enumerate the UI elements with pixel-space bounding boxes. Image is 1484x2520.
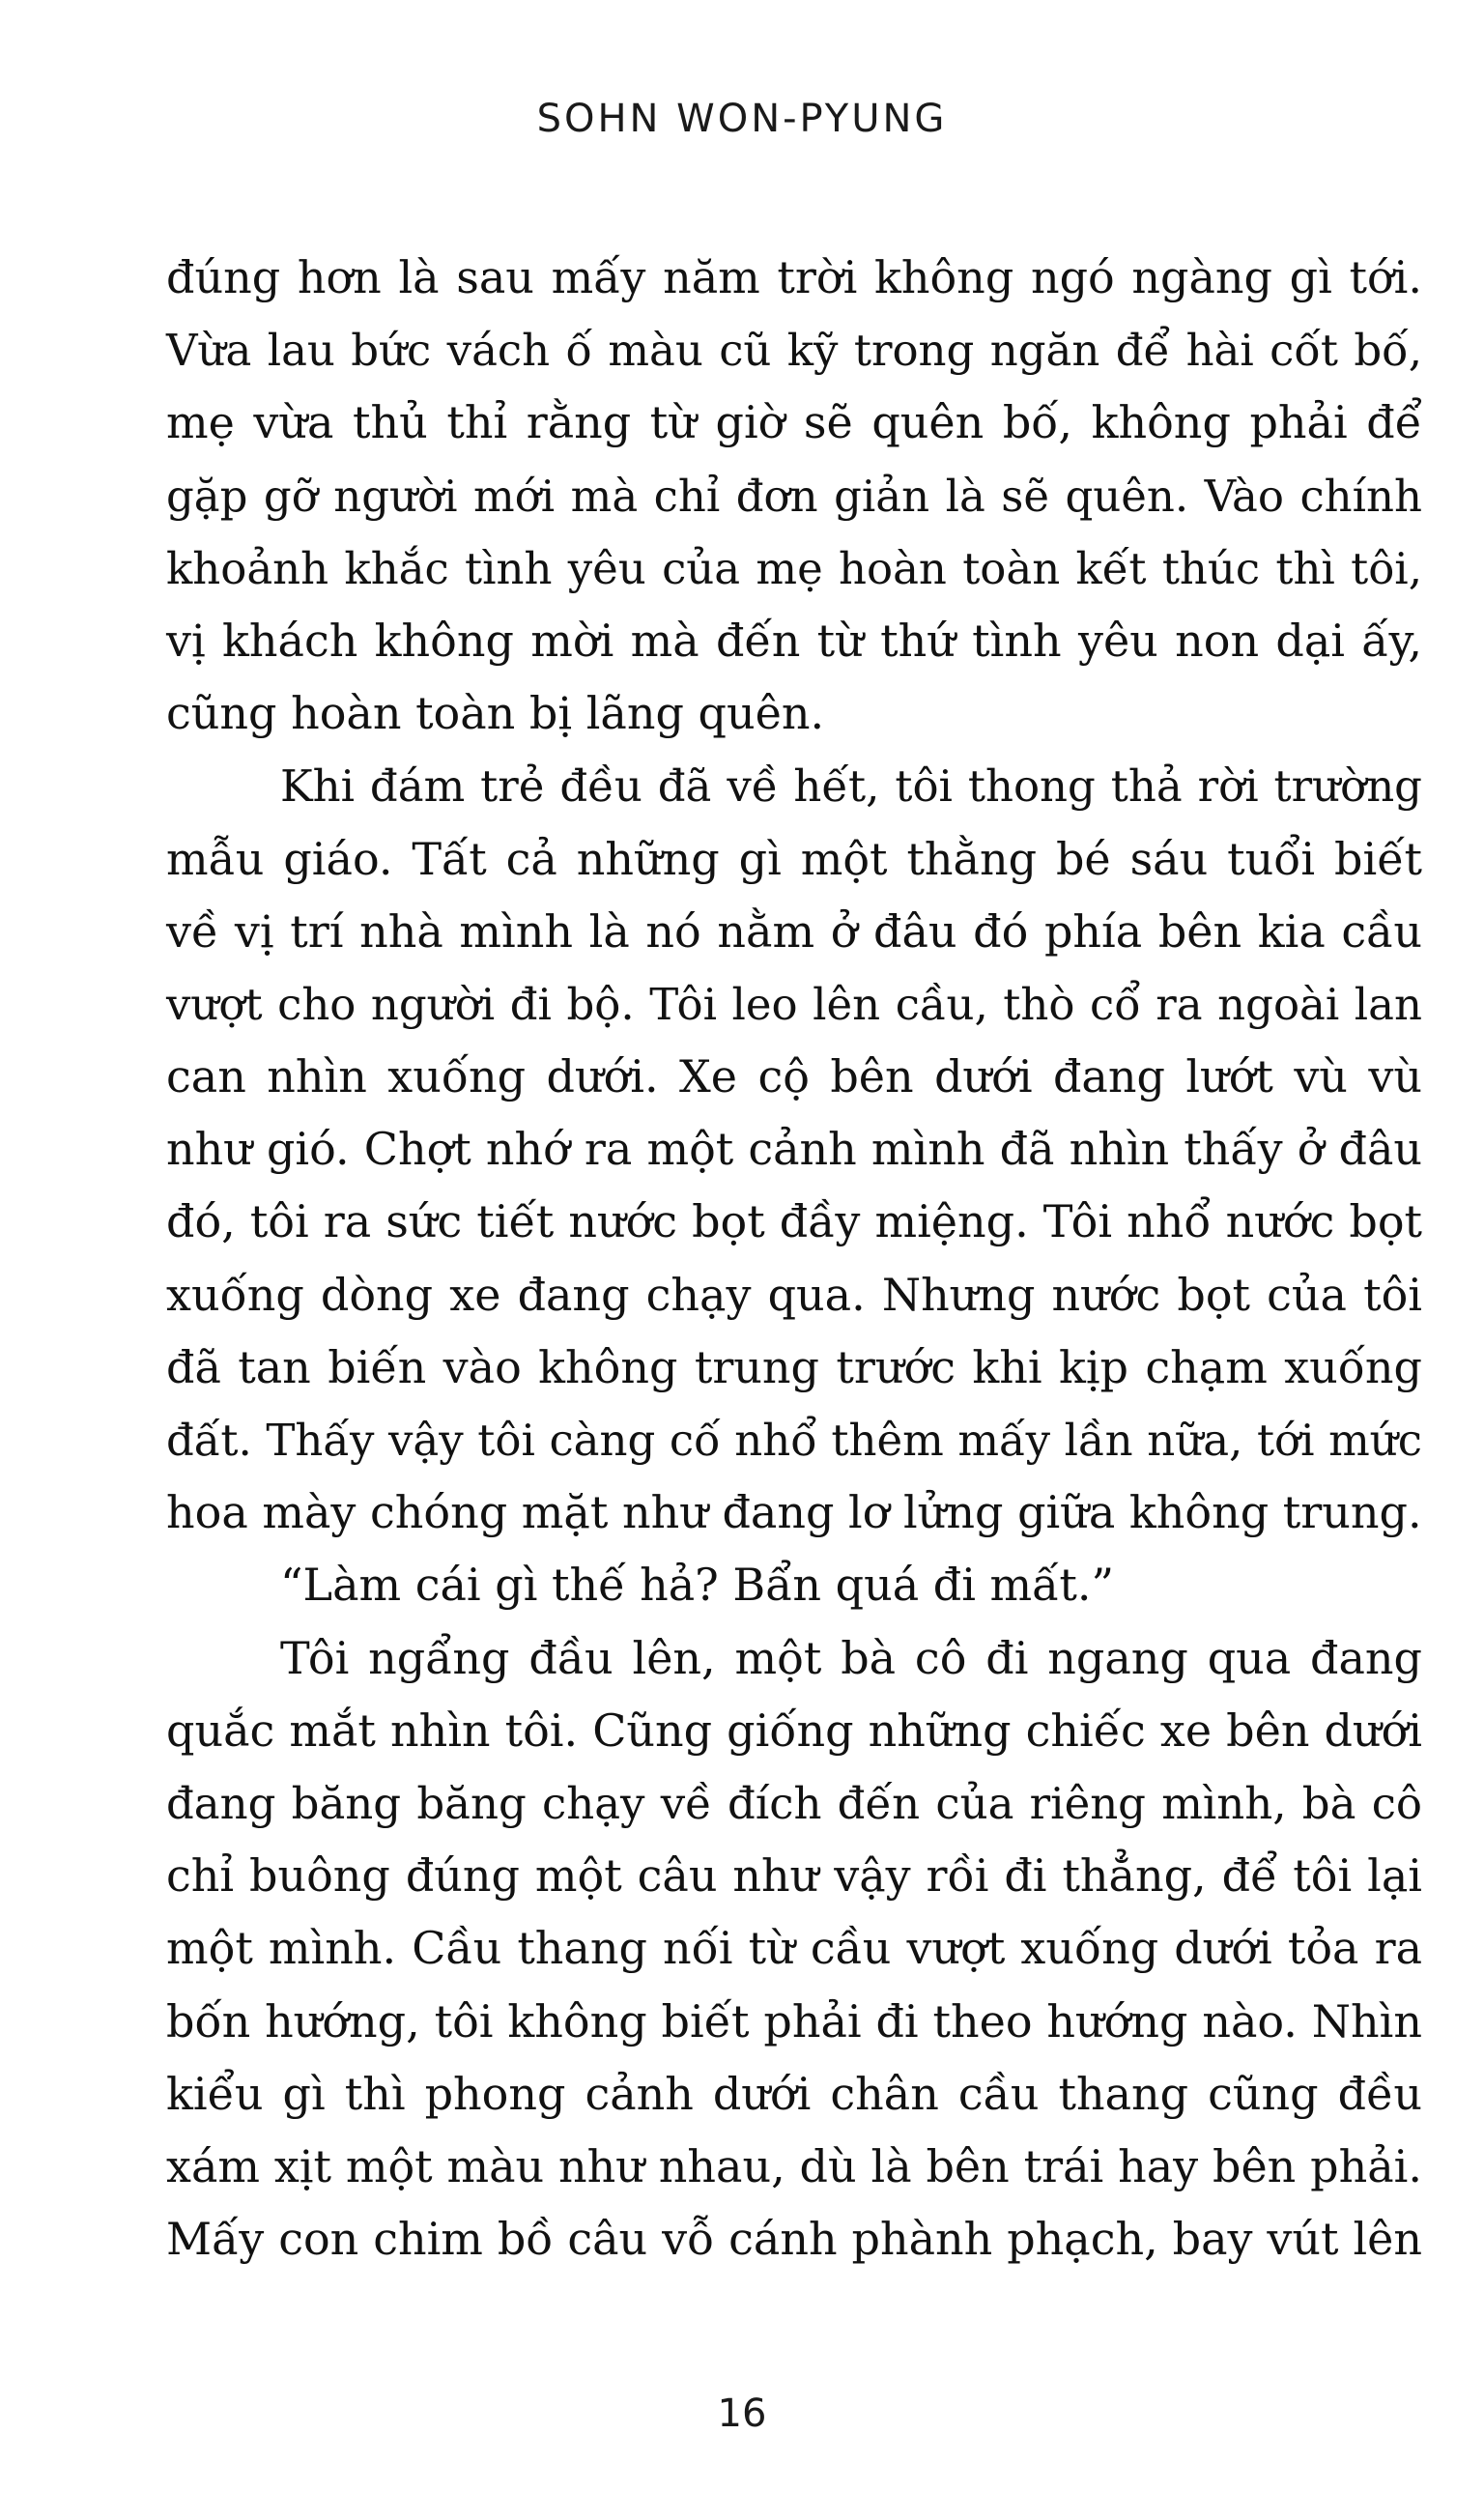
text-line: xám xịt một màu như nhau, dù là bên trái hay bên phải. — [166, 2139, 1422, 2192]
text-line: vượt cho người đi bộ. Tôi leo lên cầu, thò cổ ra ngoài lan — [166, 978, 1422, 1030]
text-line: hoa mày chóng mặt như đang lơ lửng giữa không trung. — [166, 1486, 1422, 1539]
text-line: quắc mắt nhìn tôi. Cũng giống những chiếc xe bên dưới — [166, 1704, 1422, 1757]
text-line: can nhìn xuống dưới. Xe cộ bên dưới đang lướt vù vù — [166, 1050, 1422, 1103]
body-text — [166, 242, 1422, 2276]
text-line: về vị trí nhà mình là nó nằm ở đâu đó phía bên kia cầu — [166, 904, 1422, 958]
text-line: khoảnh khắc tình yêu của mẹ hoàn toàn kết thúc thì tôi, — [166, 542, 1422, 594]
text-line: gặp gỡ người mới mà chỉ đơn giản là sẽ quên. Vào chính — [166, 470, 1422, 522]
text-line: đất. Thấy vậy tôi càng cố nhổ thêm mấy lần nữa, tới mức — [166, 1415, 1422, 1466]
text-line: đó, tôi ra sức tiết nước bọt đầy miệng. Tôi nhổ nước bọt — [166, 1195, 1422, 1248]
text-line: “Làm cái gì thế hả? Bẩn quá đi mất.” — [280, 1559, 1114, 1612]
text-line: đã tan biến vào không trung trước khi kịp chạm xuống — [166, 1340, 1422, 1393]
text-line: bốn hướng, tôi không biết phải đi theo hướng nào. Nhìn — [166, 1994, 1422, 2048]
text-line: mẹ vừa thủ thỉ rằng từ giờ sẽ quên bố, không phải để — [166, 396, 1422, 449]
text-line: xuống dòng xe đang chạy qua. Nhưng nước bọt của tôi — [166, 1268, 1422, 1321]
text-line: Vừa lau bức vách ố màu cũ kỹ trong ngăn để hài cốt bố, — [166, 325, 1422, 377]
text-line: Khi đám trẻ đều đã về hết, tôi thong thả rời trường — [280, 760, 1422, 813]
text-line: một mình. Cầu thang nối từ cầu vượt xuống dưới tỏa ra — [166, 1922, 1422, 1975]
text-line: đang băng băng chạy về đích đến của riêng mình, bà cô — [166, 1777, 1422, 1829]
text-line: Tôi ngẩng đầu lên, một bà cô đi ngang qua đang — [280, 1631, 1422, 1684]
running-head: SOHN WON-PYUNG — [536, 97, 948, 141]
text-line: Mấy con chim bồ câu vỗ cánh phành phạch, bay vút lên — [166, 2213, 1422, 2266]
text-line: vị khách không mời mà đến từ thứ tình yêu non dại ấy, — [166, 614, 1422, 667]
text-line: cũng hoàn toàn bị lãng quên. — [166, 687, 825, 740]
text-line: mẫu giáo. Tất cả những gì một thằng bé sáu tuổi biết — [166, 832, 1422, 885]
page-number: 16 — [717, 2391, 767, 2436]
text-line: kiểu gì thì phong cảnh dưới chân cầu thang cũng đều — [166, 2067, 1422, 2120]
text-line: đúng hơn là sau mấy năm trời không ngó ngàng gì tới. — [166, 251, 1422, 303]
text-line: như gió. Chợt nhớ ra một cảnh mình đã nhìn thấy ở đâu — [166, 1123, 1422, 1176]
text-line: chỉ buông đúng một câu như vậy rồi đi thẳng, để tôi lại — [166, 1849, 1422, 1903]
